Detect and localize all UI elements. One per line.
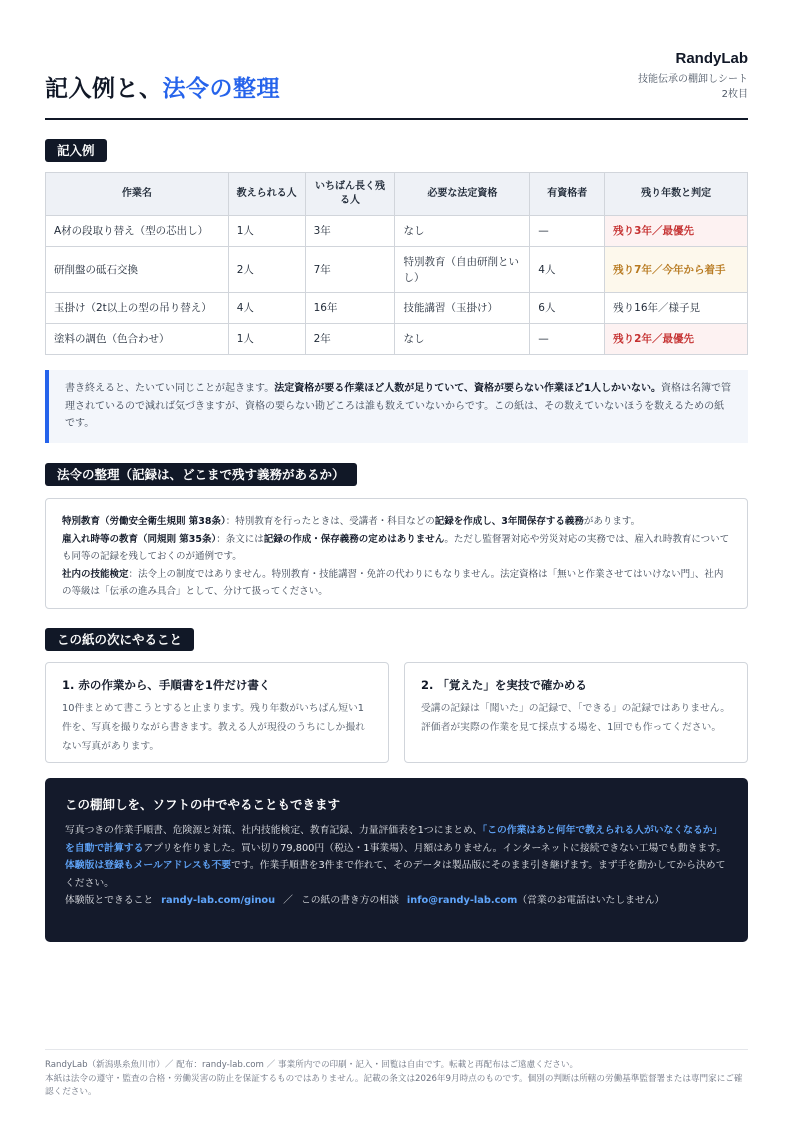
cell-longest: 7年 [305, 247, 395, 293]
table-row [46, 324, 748, 355]
header [45, 0, 748, 120]
page [45, 0, 748, 1097]
law-item-internal-test [62, 566, 731, 601]
table-header-row [46, 173, 748, 216]
trial-label: 体験版とできること [65, 895, 154, 906]
contact-note: （営業のお電話はいたしません） [517, 895, 665, 906]
law-item-special-education [62, 513, 731, 531]
title-main: 記入例と、 [45, 76, 163, 102]
law-heading: 特別教育（労働安全衛生規則 第38条） [62, 516, 226, 527]
law-text: があります。 [583, 516, 641, 527]
law-emphasis: 記録を作成し、3年間保存する義務 [434, 516, 584, 527]
next-step-card-1 [45, 662, 389, 763]
callout-text: 書き終えると、たいてい同じことが起きます。 [65, 383, 275, 394]
cell-teachers: 1人 [228, 216, 305, 247]
cell-license: 特別教育（自由研削といし） [395, 247, 530, 293]
table-row [46, 216, 748, 247]
law-text: ：法令上の制度ではありません。特別教育・技能講習・免許の代わりにもなりません。法定資格は「無いと作業させてはいけない門」、社内の等級は「伝承の進み具合」として、分けて扱ってください。 [62, 568, 724, 597]
section-label-next: この紙の次にやること [45, 628, 194, 651]
table-row [46, 247, 748, 293]
cell-teachers: 4人 [228, 293, 305, 324]
cell-teachers: 2人 [228, 247, 305, 293]
cell-verdict: 残り16年／様子見 [605, 293, 748, 324]
law-heading: 雇入れ時等の教育（同規則 第35条） [62, 533, 217, 545]
software-promo-box [45, 778, 748, 942]
promo-text: です。作業手順書を3件まで作れて、そのデータは製品版にそのまま引き継げます。まず手を動かしてから決めてください。 [65, 860, 726, 889]
cell-holders: — [530, 216, 605, 247]
title-accent: 法令の整理 [162, 76, 280, 102]
page-title [45, 70, 280, 103]
next-step-card-2 [404, 662, 748, 763]
card-title: 2. 「覚えた」を実技で確かめる [421, 678, 587, 692]
promo-text: 写真つきの作業手順書、危険源と対策、社内技能検定、教育記録、力量評価表を1つにまとめ、 [65, 825, 483, 836]
separator: ／ [283, 895, 293, 906]
cell-teachers: 1人 [228, 324, 305, 355]
law-item-hiring-education [62, 531, 731, 566]
cell-verdict: 残り7年／今年から着手 [605, 247, 748, 293]
contact-email-link[interactable]: info@randy-lab.com [406, 895, 518, 906]
footer-disclaimer: 本紙は法令の遵守・監査の合格・労働災害の防止を保証するものではありません。記載の条文は2026年9月時点のものです。個別の判断は所轄の労働基準監督署または専門家にご確認ください。 [45, 1073, 743, 1097]
law-emphasis: 記録の作成・保存義務の定めはありません [263, 533, 445, 545]
brand-block [638, 50, 748, 102]
promo-title: この棚卸しを、ソフトの中でやることもできます [65, 797, 341, 812]
cell-verdict: 残り3年／最優先 [605, 216, 748, 247]
cell-task: 研削盤の砥石交換 [46, 247, 229, 293]
callout-emphasis: 法定資格が要る作業ほど人数が足りていて、資格が要らない作業ほど1人しかいない。 [274, 383, 661, 394]
column-header: 教えられる人 [228, 173, 305, 216]
summary-callout [45, 370, 748, 443]
table-row [46, 293, 748, 324]
cell-task: 塗料の調色（色合わせ） [46, 324, 229, 355]
section-label-law: 法令の整理（記録は、どこまで残す義務があるか） [45, 463, 357, 486]
column-header: 作業名 [46, 173, 229, 216]
column-header: いちばん長く残る人 [305, 173, 395, 216]
column-header: 残り年数と判定 [605, 173, 748, 216]
contact-label: この紙の書き方の相談 [300, 895, 399, 906]
card-body: 受講の記録は「聞いた」の記録で、「できる」の記録ではありません。評価者が実際の作業を見て採点する場を、1回でも作ってください。 [421, 703, 730, 733]
cell-holders: 4人 [530, 247, 605, 293]
card-title: 1. 赤の作業から、手順書を1件だけ書く [62, 678, 271, 692]
brand-name: RandyLab [675, 50, 748, 67]
promo-body [65, 822, 728, 910]
cell-verdict: 残り2年／最優先 [605, 324, 748, 355]
cell-longest: 16年 [305, 293, 395, 324]
law-text: ：条文には [216, 533, 264, 545]
trial-link[interactable]: randy-lab.com/ginou [161, 895, 276, 906]
law-box [45, 498, 748, 609]
example-table [45, 172, 748, 355]
page-number: 2枚目 [721, 89, 748, 100]
promo-text: アプリを作りました。買い切り79,800円（税込・1事業場）、月額はありません。インターネットに接続できない工場でも動きます。 [143, 842, 727, 854]
law-heading: 社内の技能検定 [62, 568, 129, 580]
column-header: 有資格者 [530, 173, 605, 216]
cell-longest: 2年 [305, 324, 395, 355]
footer-line: RandyLab（新潟県糸魚川市）／ 配布：randy-lab.com ／ 事業所内での印刷・記入・回覧は自由です。転載と再配布はご遠慮ください。 [45, 1060, 579, 1070]
law-text: ：特別教育を行ったときは、受講者・科目などの [225, 516, 435, 527]
cell-task: 玉掛け（2t以上の型の吊り替え） [46, 293, 229, 324]
cell-license: なし [395, 216, 530, 247]
cell-holders: 6人 [530, 293, 605, 324]
promo-highlight: 「この作業はあと何年で教えられる人がいなくなるか」を自動で計算する [65, 825, 723, 854]
section-label-example: 記入例 [45, 139, 107, 162]
column-header: 必要な法定資格 [395, 173, 530, 216]
cell-license: なし [395, 324, 530, 355]
promo-highlight: 体験版は登録もメールアドレスも不要 [65, 860, 232, 871]
cell-license: 技能講習（玉掛け） [395, 293, 530, 324]
cell-longest: 3年 [305, 216, 395, 247]
footer [45, 1049, 748, 1100]
cell-holders: — [530, 324, 605, 355]
brand-subtitle: 技能伝承の棚卸しシート [638, 74, 748, 85]
card-body: 10件まとめて書こうとすると止まります。残り年数がいちばん短い1件を、写真を撮りながら書きます。教える人が現役のうちにしか撮れない写真があります。 [62, 703, 365, 752]
law-text: 。ただし監督署対応や労災対応の実務では、雇入れ時教育についても同等の記録を残しておくのが通例です。 [62, 533, 730, 562]
cell-task: A材の段取り替え（型の芯出し） [46, 216, 229, 247]
callout-text: 資格は名簿で管理されているので減れば気づきますが、資格の要らない勘どころは誰も数えていないからです。この紙は、その数えていないほうを数えるための紙です。 [65, 383, 731, 429]
